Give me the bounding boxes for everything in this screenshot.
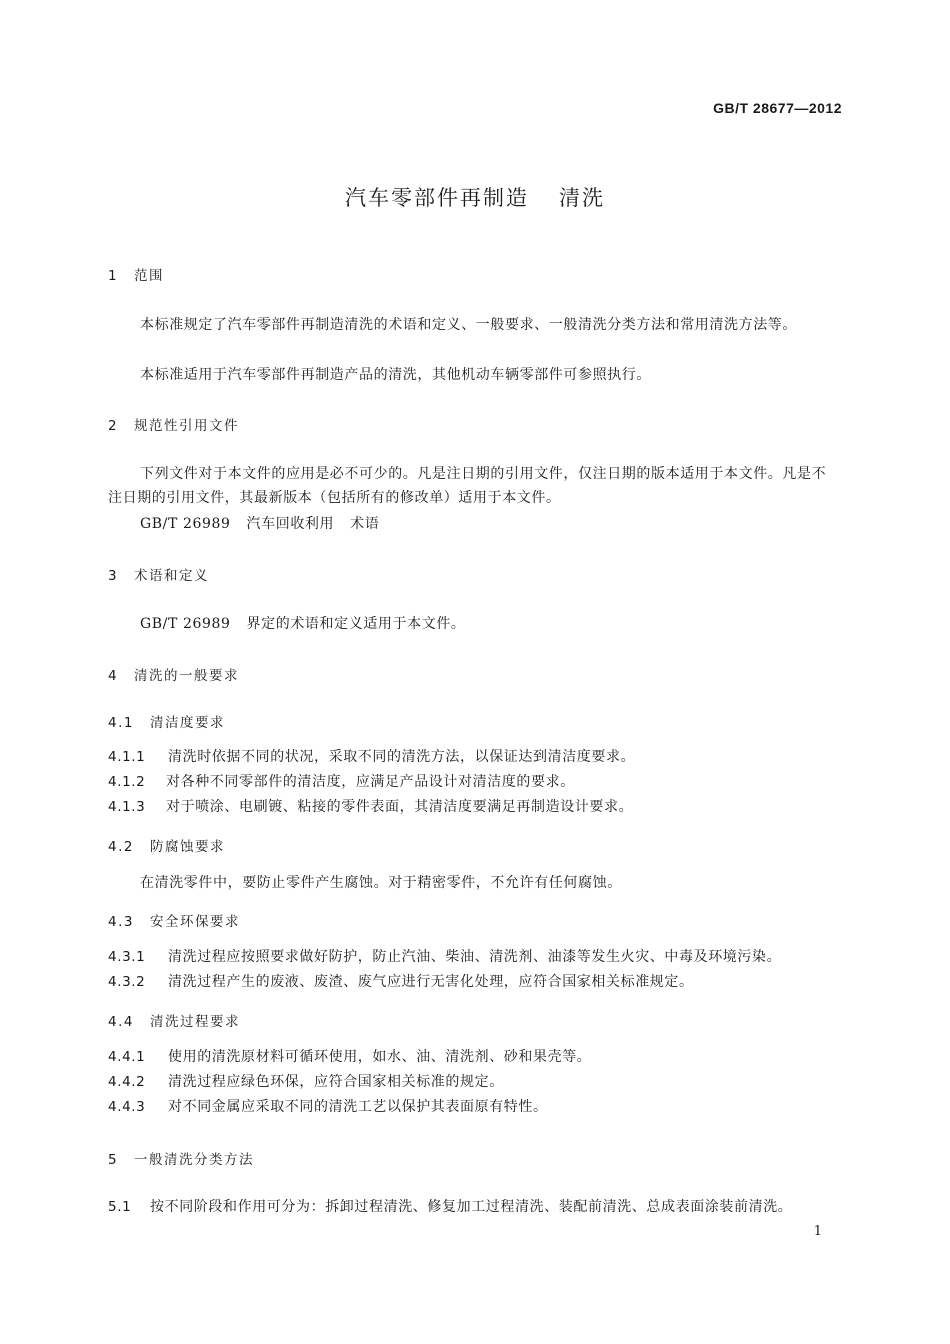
section-2-reference: GB/T 26989 汽车回收利用 术语 xyxy=(140,516,380,532)
clause-4-1-1: 4.1.1 清洗时依据不同的状况，采取不同的清洗方法，以保证达到清洁度要求。 xyxy=(108,749,636,765)
section-1-para-1: 本标准规定了汽车零部件再制造清洗的术语和定义、一般要求、一般清洗分类方法和常用清洗方法等。 xyxy=(140,317,797,333)
clause-4-3-2: 4.3.2 清洗过程产生的废液、废渣、废气应进行无害化处理，应符合国家相关标准规定。 xyxy=(108,974,694,990)
section-4-1-heading: 4.1 清洁度要求 xyxy=(108,715,225,731)
section-3-para-1: GB/T 26989 界定的术语和定义适用于本文件。 xyxy=(140,616,466,632)
section-3-heading: 3 术语和定义 xyxy=(108,568,209,584)
standard-number: GB/T 28677—2012 xyxy=(713,100,842,116)
section-4-3-heading: 4.3 安全环保要求 xyxy=(108,914,240,930)
clause-4-3-1: 4.3.1 清洗过程应按照要求做好防护，防止汽油、柴油、清洗剂、油漆等发生火灾、中毒及环境污染。 xyxy=(108,949,782,965)
clause-4-4-3: 4.4.3 对不同金属应采取不同的清洗工艺以保护其表面原有特性。 xyxy=(108,1099,548,1115)
section-4-2-para-1: 在清洗零件中，要防止零件产生腐蚀。对于精密零件，不允许有任何腐蚀。 xyxy=(140,875,622,891)
section-1-heading: 1 范围 xyxy=(108,268,164,284)
section-2-heading: 2 规范性引用文件 xyxy=(108,418,239,434)
section-4-heading: 4 清洗的一般要求 xyxy=(108,668,239,684)
title-main: 汽车零部件再制造 xyxy=(345,186,529,210)
clause-4-1-3: 4.1.3 对于喷涂、电刷镀、粘接的零件表面，其清洁度要满足再制造设计要求。 xyxy=(108,799,634,815)
clause-4-1-2: 4.1.2 对各种不同零部件的清洁度，应满足产品设计对清洁度的要求。 xyxy=(108,774,575,790)
section-4-4-heading: 4.4 清洗过程要求 xyxy=(108,1014,240,1030)
document-title xyxy=(0,182,950,212)
title-sub: 清洗 xyxy=(559,186,605,210)
section-1-para-2: 本标准适用于汽车零部件再制造产品的清洗，其他机动车辆零部件可参照执行。 xyxy=(140,367,651,383)
page-number: 1 xyxy=(813,1224,822,1239)
clause-4-4-1: 4.4.1 使用的清洗原材料可循环使用，如水、油、清洗剂、砂和果壳等。 xyxy=(108,1049,592,1065)
clause-5-1: 5.1 按不同阶段和作用可分为：拆卸过程清洗、修复加工过程清洗、装配前清洗、总成表面涂装前清洗。 xyxy=(108,1199,793,1215)
clause-4-4-2: 4.4.2 清洗过程应绿色环保，应符合国家相关标准的规定。 xyxy=(108,1074,504,1090)
section-4-2-heading: 4.2 防腐蚀要求 xyxy=(108,839,225,855)
section-2-para-1: 下列文件对于本文件的应用是必不可少的。凡是注日期的引用文件，仅注日期的版本适用于本文件。凡是不注日期的引用文件，其最新版本（包括所有的修改单）适用于本文件。 xyxy=(108,466,827,506)
section-5-heading: 5 一般清洗分类方法 xyxy=(108,1152,254,1168)
